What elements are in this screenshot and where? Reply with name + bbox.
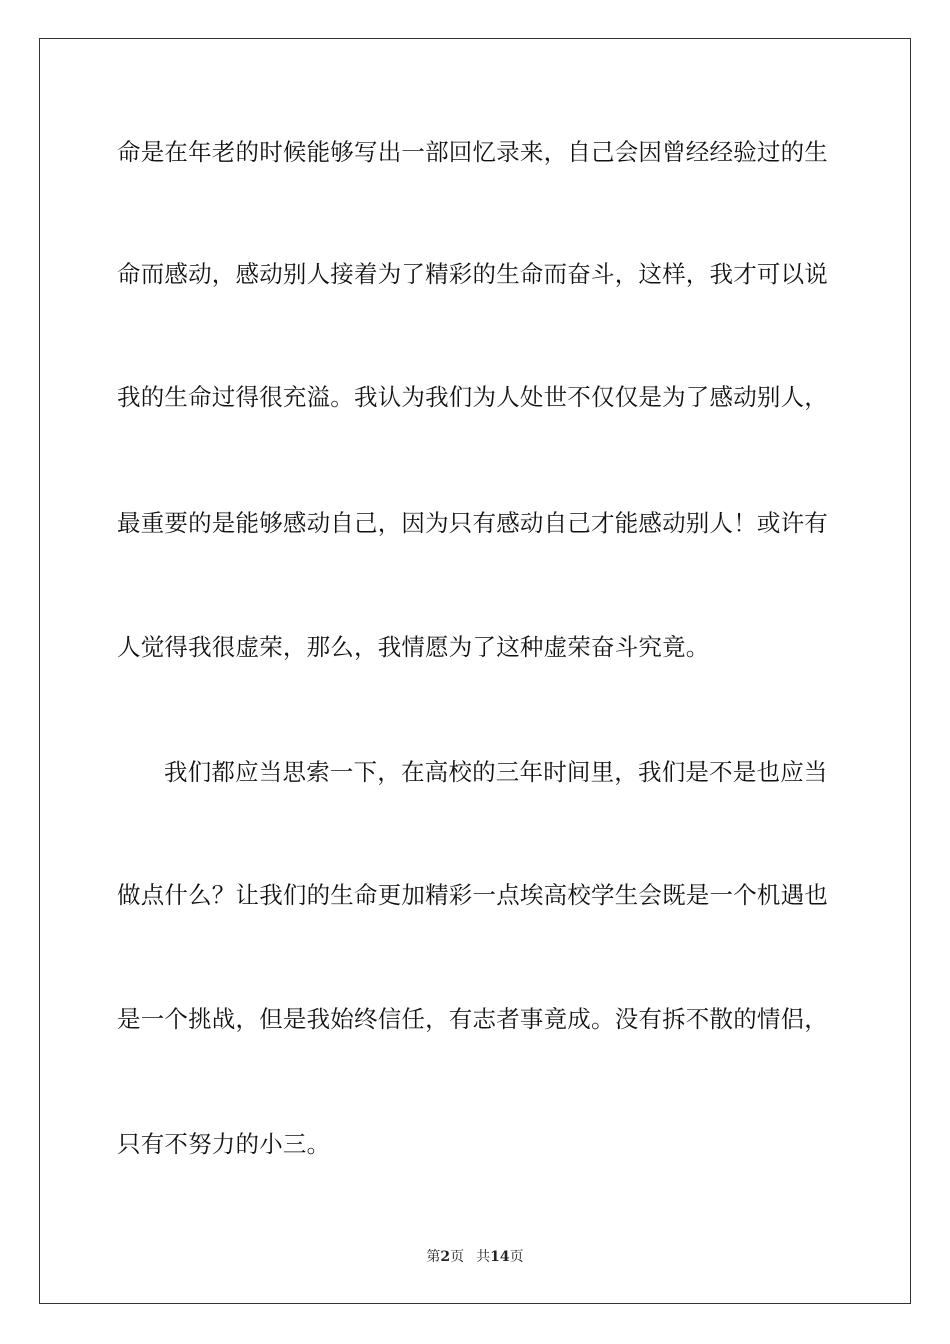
paragraph-first-line: 我们都应当思索一下，在高校的三年时间里，我们是不是也应当 <box>164 758 828 786</box>
body-text-line: 命而感动，感动别人接着为了精彩的生命而奋斗，这样，我才可以说 <box>117 260 828 288</box>
page-frame <box>39 38 911 1304</box>
body-text-line: 是一个挑战，但是我始终信任，有志者事竟成。没有拆不散的情侣， <box>117 1005 828 1033</box>
total-pages: 14 <box>490 1249 510 1265</box>
page-number: 2 <box>440 1249 451 1265</box>
body-text-line: 命是在年老的时候能够写出一部回忆录来，自己会因曾经经验过的生 <box>117 138 828 166</box>
body-text-line: 人觉得我很虚荣，那么，我情愿为了这种虚荣奋斗究竟。 <box>117 633 710 661</box>
body-text-line: 我的生命过得很充溢。我认为我们为人处世不仅仅是为了感动别人， <box>117 383 828 411</box>
total-prefix: 共 <box>476 1249 491 1265</box>
body-text-line: 最重要的是能够感动自己，因为只有感动自己才能感动别人！或许有 <box>117 509 828 537</box>
body-text-line: 做点什么？让我们的生命更加精彩一点埃高校学生会既是一个机遇也 <box>117 881 828 909</box>
page-footer <box>0 1248 950 1266</box>
page-suffix: 页 <box>450 1249 465 1265</box>
body-text-line: 只有不努力的小三。 <box>117 1130 331 1158</box>
page-prefix: 第 <box>426 1249 441 1265</box>
total-suffix: 页 <box>509 1249 524 1265</box>
